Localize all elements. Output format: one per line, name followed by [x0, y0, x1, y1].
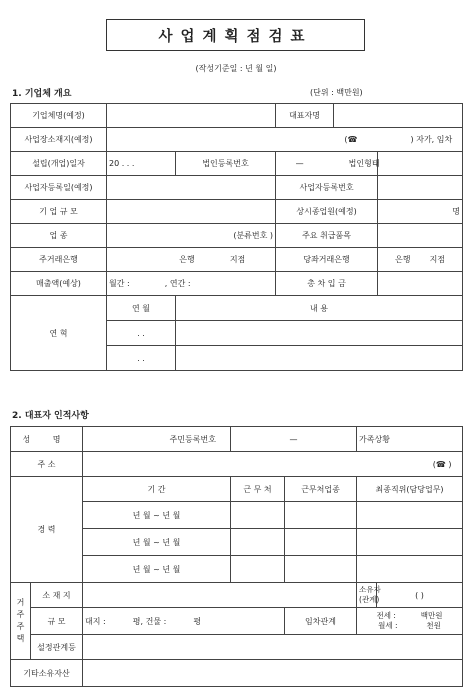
label-biz-reg-no: 사업자등록번호	[276, 176, 378, 200]
label-ceo: 대표자명	[276, 104, 334, 128]
career-type-3[interactable]	[285, 556, 357, 583]
relation-text: (관계)	[359, 595, 380, 604]
label-location: 사업장소재지(예정)	[11, 128, 107, 152]
document-title: 사업계획점검표	[106, 19, 365, 51]
lease-field[interactable]	[357, 608, 463, 635]
label-year-month: 연 월	[107, 296, 176, 321]
employees-field[interactable]: 명	[378, 200, 463, 224]
label-resident-no-wrap	[83, 427, 231, 452]
wolse-label: 월세 :	[378, 621, 398, 630]
label-content: 내 용	[176, 296, 463, 321]
career-period-2[interactable]: 년 월 ~ 년 월	[83, 529, 231, 556]
jeonse-label: 전세 :	[376, 611, 396, 620]
label-household: 가족상황	[359, 434, 390, 444]
company-overview-table	[10, 103, 463, 371]
corp-type-field[interactable]	[378, 152, 463, 176]
section2-heading: 2. 대표자 인적사항	[12, 411, 89, 421]
label-name: 성 명	[11, 427, 83, 452]
label-current-bank: 당좌거래은행	[276, 248, 378, 272]
branch2-label: 지점	[429, 255, 446, 264]
label-scale: 기 업 규 모	[11, 200, 107, 224]
career-type-1[interactable]	[285, 502, 357, 529]
resident-no-field[interactable]	[231, 427, 357, 452]
label-career: 경 력	[11, 477, 83, 583]
location-field[interactable]	[107, 128, 463, 152]
label-resident-no: 주민등록번호	[169, 434, 216, 444]
bank2-label: 은행	[395, 255, 411, 264]
address-field[interactable]	[83, 452, 463, 477]
owner-text: 소유자	[359, 585, 381, 594]
scale-field[interactable]	[107, 200, 276, 224]
dash: —	[289, 434, 298, 444]
monthly-label: 월간 :	[109, 279, 130, 288]
career-position-3[interactable]	[357, 556, 463, 583]
label-total-loan: 총 차 입 금	[276, 272, 378, 296]
label-biz-reg-date: 사업자등록일(예정)	[11, 176, 107, 200]
housing-label-text: 거주주택	[16, 598, 25, 643]
housing-location-field[interactable]	[83, 583, 357, 608]
history-date-1[interactable]: . .	[107, 321, 176, 346]
million-label: 백만원	[420, 611, 443, 620]
thousand-label: 천원	[426, 621, 441, 630]
career-position-1[interactable]	[357, 502, 463, 529]
label-main-bank: 주거래은행	[11, 248, 107, 272]
label-company-name: 기업체명(예정)	[11, 104, 107, 128]
label-housing	[11, 583, 31, 660]
label-employees: 상시종업원(예정)	[276, 200, 378, 224]
career-workplace-3[interactable]	[231, 556, 285, 583]
branch1-label: 지점	[229, 255, 246, 264]
career-period-3[interactable]: 년 월 ~ 년 월	[83, 556, 231, 583]
sales-field[interactable]	[107, 272, 276, 296]
label-work-type: 근무처업종	[285, 477, 357, 502]
company-name-field[interactable]	[107, 104, 276, 128]
annual-label: , 연간 :	[164, 279, 191, 288]
section1-heading: 1. 기업체 개요	[12, 89, 72, 99]
career-type-2[interactable]	[285, 529, 357, 556]
established-field[interactable]: 20 . . .	[107, 152, 176, 176]
label-workplace: 근 무 처	[231, 477, 285, 502]
industry-field[interactable]: (분류번호 )	[107, 224, 276, 248]
pyeong2-label: 평	[193, 616, 202, 626]
label-mortgage: 설정관계등	[31, 635, 83, 660]
size-field[interactable]	[83, 608, 285, 635]
other-assets-field[interactable]	[83, 660, 463, 687]
label-final-position: 최종직위(담당업무)	[357, 477, 463, 502]
label-established: 설립(개업)일자	[11, 152, 107, 176]
address-phone: (☎ )	[432, 459, 452, 469]
career-period-1[interactable]: 년 월 ~ 년 월	[83, 502, 231, 529]
history-content-2[interactable]	[176, 346, 463, 371]
biz-reg-date-field[interactable]	[107, 176, 276, 200]
bank1-label: 은행	[179, 255, 195, 264]
label-industry: 업 종	[11, 224, 107, 248]
label-history: 연 혁	[11, 296, 107, 371]
label-main-items: 주요 취급품목	[276, 224, 378, 248]
label-other-assets: 기타소유자산	[11, 660, 83, 687]
label-period: 기 간	[83, 477, 231, 502]
biz-reg-no-field[interactable]	[378, 176, 463, 200]
career-workplace-1[interactable]	[231, 502, 285, 529]
owner-field[interactable]: ( )	[377, 583, 463, 608]
career-workplace-2[interactable]	[231, 529, 285, 556]
unit-label: (단위 : 백만원)	[310, 88, 363, 97]
label-sales: 매출액(예상)	[11, 272, 107, 296]
mortgage-field[interactable]	[83, 635, 463, 660]
total-loan-field[interactable]	[378, 272, 463, 296]
dash: —	[295, 159, 304, 168]
label-owner	[357, 583, 381, 608]
career-position-2[interactable]	[357, 529, 463, 556]
label-address: 주 소	[11, 452, 83, 477]
main-items-field[interactable]	[378, 224, 463, 248]
label-corp-reg-no: 법인등록번호	[176, 152, 276, 176]
corp-reg-no-field[interactable]	[276, 152, 378, 176]
representative-table	[10, 426, 463, 687]
history-content-1[interactable]	[176, 321, 463, 346]
pyeong-label: 평, 건물 :	[132, 616, 167, 626]
ceo-field[interactable]	[334, 104, 463, 128]
household-field[interactable]	[357, 427, 463, 452]
land-label: 대지 :	[85, 616, 106, 626]
label-size: 규 모	[31, 608, 83, 635]
label-housing-location: 소 재 지	[31, 583, 83, 608]
date-line: (작성기준일 : 년 월 일)	[195, 64, 277, 73]
phone-label: (☎	[344, 135, 358, 144]
current-bank-field[interactable]	[378, 248, 463, 272]
label-lease: 임차관계	[285, 608, 357, 635]
history-date-2[interactable]: . .	[107, 346, 176, 371]
label-corp-type: 법인형태	[348, 159, 380, 168]
main-bank-field[interactable]	[107, 248, 276, 272]
ownership-label: ) 자가, 임차	[410, 135, 453, 144]
